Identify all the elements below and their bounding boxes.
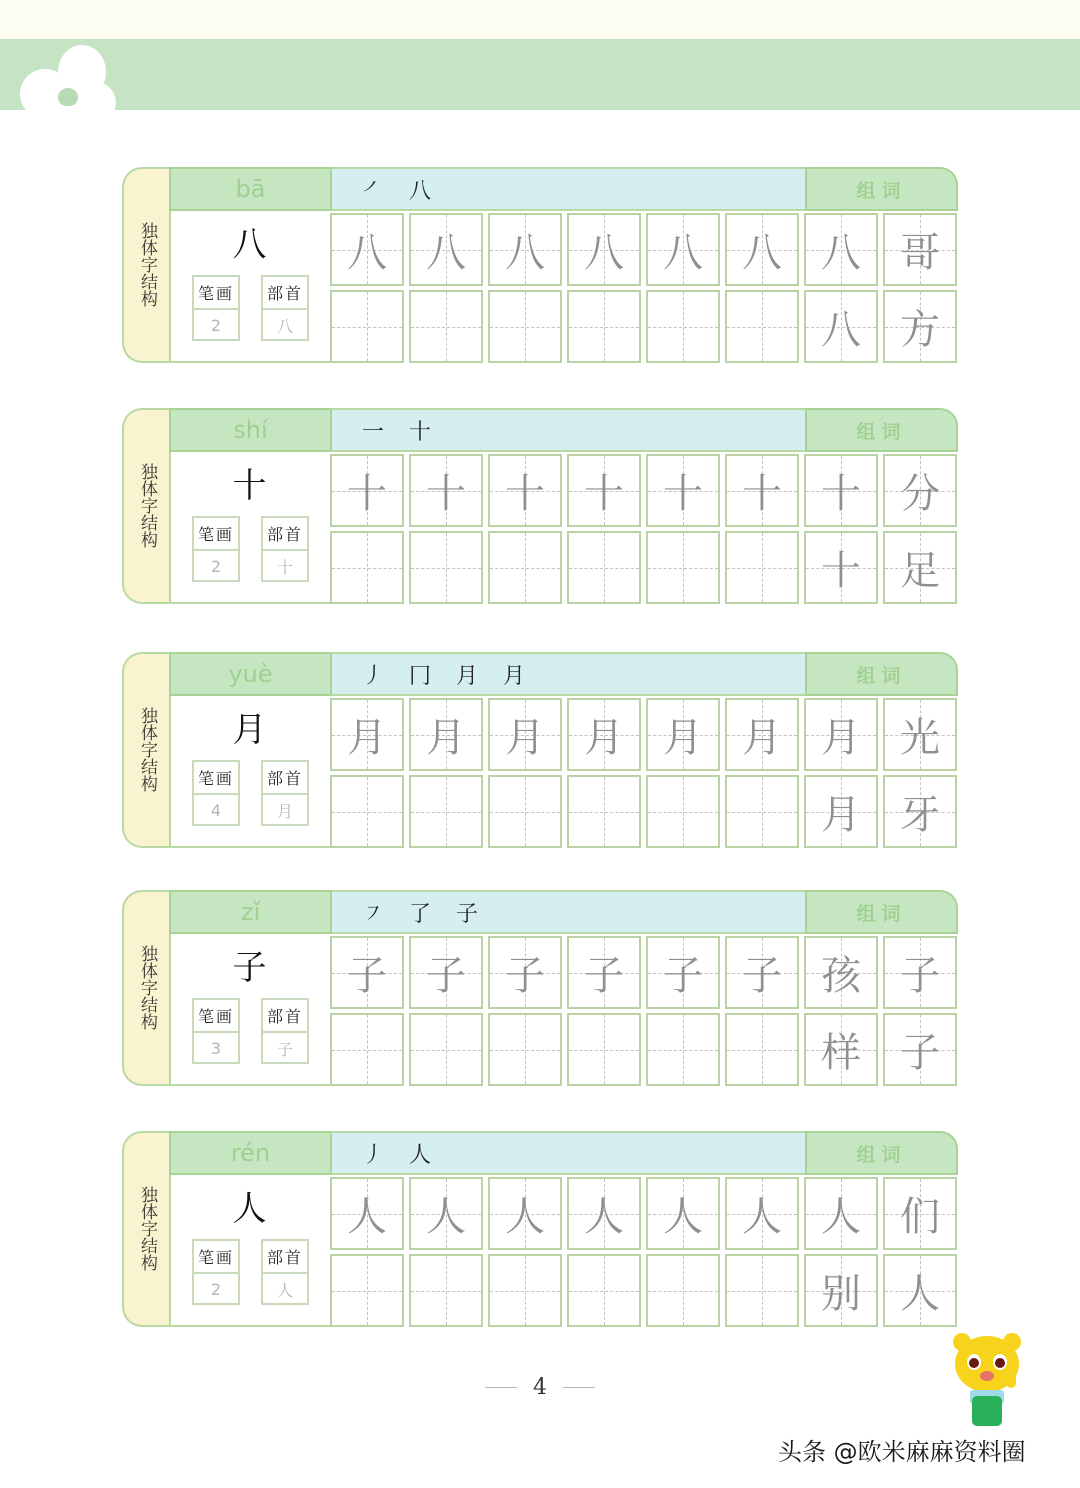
trace-character xyxy=(490,533,560,602)
practice-cell[interactable] xyxy=(567,698,641,771)
practice-cell[interactable] xyxy=(804,698,878,771)
radical-box xyxy=(261,1239,309,1305)
trace-character xyxy=(332,777,402,846)
trace-character: 八 xyxy=(742,230,782,276)
trace-character xyxy=(490,292,560,361)
stroke-count-value: 3 xyxy=(210,1038,222,1058)
word-cell[interactable] xyxy=(883,454,957,527)
practice-cell[interactable] xyxy=(725,290,799,363)
stroke-order: ㇇ 了 子 xyxy=(330,890,805,934)
practice-cell[interactable] xyxy=(488,1254,562,1327)
stroke-order: 一 十 xyxy=(330,408,805,452)
practice-cell[interactable] xyxy=(725,454,799,527)
trace-character: 十 xyxy=(821,471,861,517)
trace-character: 八 xyxy=(426,230,466,276)
trace-character xyxy=(648,777,718,846)
structure-label: 独体字结构 xyxy=(137,706,157,792)
trace-character: 子 xyxy=(505,953,545,999)
practice-cell[interactable] xyxy=(409,213,483,286)
trace-character: 八 xyxy=(584,230,624,276)
words-header: 组词 xyxy=(805,408,958,452)
trace-character: 月 xyxy=(742,715,782,761)
trace-character xyxy=(332,533,402,602)
radical-label: 部首 xyxy=(263,518,307,551)
practice-cell[interactable] xyxy=(646,213,720,286)
trace-character xyxy=(332,1256,402,1325)
trace-character xyxy=(490,1256,560,1325)
trace-character: 牙 xyxy=(900,792,940,838)
words-header: 组词 xyxy=(805,1131,958,1175)
radical-value: 十 xyxy=(276,557,293,577)
practice-cell[interactable] xyxy=(567,213,641,286)
word-cell[interactable] xyxy=(883,1177,957,1250)
trace-character: 样 xyxy=(821,1030,861,1076)
practice-cell[interactable] xyxy=(725,775,799,848)
word-cell[interactable] xyxy=(883,213,957,286)
practice-cell[interactable] xyxy=(567,531,641,604)
trace-character: 十 xyxy=(584,471,624,517)
practice-cell[interactable] xyxy=(567,1013,641,1086)
practice-cell[interactable] xyxy=(804,775,878,848)
radical-box xyxy=(261,760,309,826)
practice-cell[interactable] xyxy=(646,698,720,771)
structure-label-panel xyxy=(122,167,170,363)
trace-character: 十 xyxy=(821,548,861,594)
trace-character: 人 xyxy=(821,1194,861,1240)
practice-cell[interactable] xyxy=(330,775,404,848)
bear-mascot-icon xyxy=(950,1332,1025,1432)
structure-label-panel xyxy=(122,1131,170,1327)
words-header: 组词 xyxy=(805,167,958,211)
pinyin: bā xyxy=(169,167,330,211)
trace-character: 子 xyxy=(663,953,703,999)
practice-cell[interactable] xyxy=(646,531,720,604)
trace-character xyxy=(648,1015,718,1084)
radical-value: 八 xyxy=(276,316,293,336)
character-info-panel xyxy=(169,211,330,363)
trace-character: 月 xyxy=(663,715,703,761)
word-cell[interactable] xyxy=(883,775,957,848)
stroke-count-value: 4 xyxy=(210,800,222,820)
trace-character: 月 xyxy=(347,715,387,761)
practice-cell[interactable] xyxy=(804,1177,878,1250)
trace-character: 子 xyxy=(347,953,387,999)
writing-grid xyxy=(330,934,958,1086)
practice-cell[interactable] xyxy=(409,290,483,363)
radical-box xyxy=(261,516,309,582)
trace-character xyxy=(332,292,402,361)
practice-cell[interactable] xyxy=(804,454,878,527)
practice-cell[interactable] xyxy=(567,290,641,363)
stroke-count-box xyxy=(192,760,240,826)
trace-character xyxy=(411,777,481,846)
trace-character xyxy=(569,533,639,602)
practice-cell[interactable] xyxy=(488,698,562,771)
practice-cell[interactable] xyxy=(409,1254,483,1327)
practice-cell[interactable] xyxy=(725,698,799,771)
practice-cell[interactable] xyxy=(646,936,720,1009)
writing-grid xyxy=(330,696,958,848)
stroke-count-label: 笔画 xyxy=(194,1000,238,1033)
character-card xyxy=(122,167,958,363)
practice-cell[interactable] xyxy=(409,1013,483,1086)
main-character: 月 xyxy=(232,710,267,750)
practice-cell[interactable] xyxy=(330,1013,404,1086)
header-green-band xyxy=(0,39,1080,110)
trace-character xyxy=(648,292,718,361)
trace-character: 人 xyxy=(663,1194,703,1240)
practice-cell[interactable] xyxy=(409,775,483,848)
word-cell[interactable] xyxy=(883,1254,957,1327)
character-info-panel xyxy=(169,1175,330,1327)
structure-label: 独体字结构 xyxy=(137,944,157,1030)
practice-cell[interactable] xyxy=(646,1177,720,1250)
practice-cell[interactable] xyxy=(804,1013,878,1086)
practice-cell[interactable] xyxy=(725,936,799,1009)
structure-label-panel xyxy=(122,652,170,848)
radical-label: 部首 xyxy=(263,762,307,795)
practice-cell[interactable] xyxy=(330,454,404,527)
stroke-count-label: 笔画 xyxy=(194,518,238,551)
trace-character xyxy=(332,1015,402,1084)
trace-character: 八 xyxy=(505,230,545,276)
practice-cell[interactable] xyxy=(409,531,483,604)
trace-character: 月 xyxy=(584,715,624,761)
practice-cell[interactable] xyxy=(646,290,720,363)
radical-value: 月 xyxy=(276,801,293,821)
character-card xyxy=(122,652,958,848)
stroke-count-box xyxy=(192,275,240,341)
stroke-count-value: 2 xyxy=(210,1279,222,1299)
character-info-panel xyxy=(169,696,330,848)
structure-label: 独体字结构 xyxy=(137,462,157,548)
radical-box xyxy=(261,275,309,341)
trace-character: 月 xyxy=(821,715,861,761)
trace-character: 八 xyxy=(347,230,387,276)
trace-character: 八 xyxy=(663,230,703,276)
trace-character: 十 xyxy=(742,471,782,517)
trace-character: 子 xyxy=(426,953,466,999)
trace-character: 哥 xyxy=(900,230,940,276)
word-cell[interactable] xyxy=(883,936,957,1009)
stroke-count-value: 2 xyxy=(210,556,222,576)
main-character: 人 xyxy=(232,1189,267,1229)
trace-character: 别 xyxy=(821,1271,861,1317)
radical-label: 部首 xyxy=(263,277,307,310)
practice-cell[interactable] xyxy=(804,936,878,1009)
radical-label: 部首 xyxy=(263,1000,307,1033)
page-number-text: 4 xyxy=(533,1374,547,1400)
trace-character: 光 xyxy=(900,715,940,761)
trace-character: 月 xyxy=(821,792,861,838)
practice-cell[interactable] xyxy=(725,531,799,604)
practice-cell[interactable] xyxy=(409,454,483,527)
practice-cell[interactable] xyxy=(330,290,404,363)
stroke-count-label: 笔画 xyxy=(194,762,238,795)
practice-cell[interactable] xyxy=(567,1254,641,1327)
practice-cell[interactable] xyxy=(488,775,562,848)
trace-character xyxy=(490,1015,560,1084)
practice-cell[interactable] xyxy=(725,1254,799,1327)
practice-cell[interactable] xyxy=(725,213,799,286)
practice-cell[interactable] xyxy=(725,1177,799,1250)
practice-cell[interactable] xyxy=(804,1254,878,1327)
writing-grid xyxy=(330,452,958,604)
stroke-count-value: 2 xyxy=(210,315,222,335)
character-card xyxy=(122,890,958,1086)
practice-cell[interactable] xyxy=(409,936,483,1009)
divider xyxy=(485,1387,517,1388)
trace-character: 子 xyxy=(900,1030,940,1076)
practice-cell[interactable] xyxy=(804,531,878,604)
trace-character: 人 xyxy=(900,1271,940,1317)
character-card xyxy=(122,408,958,604)
stroke-order: 丿 冂 月 月 xyxy=(330,652,805,696)
word-cell[interactable] xyxy=(883,531,957,604)
character-info-panel xyxy=(169,934,330,1086)
word-cell[interactable] xyxy=(883,698,957,771)
trace-character: 方 xyxy=(900,307,940,353)
practice-cell[interactable] xyxy=(330,936,404,1009)
trace-character: 八 xyxy=(821,230,861,276)
trace-character: 月 xyxy=(505,715,545,761)
main-character: 子 xyxy=(232,948,267,988)
trace-character xyxy=(569,1256,639,1325)
practice-cell[interactable] xyxy=(409,1177,483,1250)
structure-label: 独体字结构 xyxy=(137,1185,157,1271)
radical-box xyxy=(261,998,309,1064)
practice-cell[interactable] xyxy=(567,454,641,527)
trace-character: 人 xyxy=(742,1194,782,1240)
practice-cell[interactable] xyxy=(330,213,404,286)
watermark-text: 头条 @欧米麻麻资料圈 xyxy=(778,1438,1026,1466)
trace-character xyxy=(411,292,481,361)
trace-character: 月 xyxy=(426,715,466,761)
trace-character: 人 xyxy=(584,1194,624,1240)
stroke-order: ㇒ 八 xyxy=(330,167,805,211)
practice-cell[interactable] xyxy=(646,454,720,527)
trace-character: 子 xyxy=(584,953,624,999)
practice-cell[interactable] xyxy=(567,775,641,848)
practice-cell[interactable] xyxy=(488,454,562,527)
trace-character xyxy=(727,1015,797,1084)
word-cell[interactable] xyxy=(883,290,957,363)
pinyin: yuè xyxy=(169,652,330,696)
trace-character: 足 xyxy=(900,548,940,594)
practice-cell[interactable] xyxy=(488,1177,562,1250)
trace-character xyxy=(569,292,639,361)
radical-value: 子 xyxy=(276,1039,293,1059)
practice-cell[interactable] xyxy=(646,1013,720,1086)
trace-character xyxy=(411,1015,481,1084)
stroke-count-box xyxy=(192,998,240,1064)
top-cream-band xyxy=(0,0,1080,39)
practice-cell[interactable] xyxy=(567,1177,641,1250)
word-cell[interactable] xyxy=(883,1013,957,1086)
practice-cell[interactable] xyxy=(488,531,562,604)
practice-cell[interactable] xyxy=(488,936,562,1009)
trace-character xyxy=(648,1256,718,1325)
words-header: 组词 xyxy=(805,652,958,696)
trace-character xyxy=(569,1015,639,1084)
practice-cell[interactable] xyxy=(409,698,483,771)
trace-character xyxy=(411,1256,481,1325)
trace-character xyxy=(490,777,560,846)
cloud-decoration-icon xyxy=(0,39,130,110)
main-character: 八 xyxy=(232,225,267,265)
trace-character: 们 xyxy=(900,1194,940,1240)
trace-character: 分 xyxy=(900,471,940,517)
writing-grid xyxy=(330,1175,958,1327)
trace-character: 十 xyxy=(426,471,466,517)
stroke-count-box xyxy=(192,516,240,582)
practice-cell[interactable] xyxy=(488,290,562,363)
page-number xyxy=(470,1372,610,1402)
practice-cell[interactable] xyxy=(330,531,404,604)
pinyin: rén xyxy=(169,1131,330,1175)
trace-character: 子 xyxy=(742,953,782,999)
practice-cell[interactable] xyxy=(330,698,404,771)
practice-cell[interactable] xyxy=(804,213,878,286)
trace-character: 十 xyxy=(505,471,545,517)
practice-cell[interactable] xyxy=(646,775,720,848)
radical-value: 人 xyxy=(276,1280,293,1300)
practice-cell[interactable] xyxy=(330,1254,404,1327)
character-card xyxy=(122,1131,958,1327)
divider xyxy=(563,1387,595,1388)
trace-character: 孩 xyxy=(821,953,861,999)
trace-character: 十 xyxy=(663,471,703,517)
practice-cell[interactable] xyxy=(646,1254,720,1327)
trace-character: 十 xyxy=(347,471,387,517)
main-character: 十 xyxy=(232,466,267,506)
stroke-count-label: 笔画 xyxy=(194,1241,238,1274)
stroke-order: 丿 人 xyxy=(330,1131,805,1175)
practice-cell[interactable] xyxy=(488,1013,562,1086)
trace-character xyxy=(569,777,639,846)
practice-cell[interactable] xyxy=(567,936,641,1009)
character-info-panel xyxy=(169,452,330,604)
practice-cell[interactable] xyxy=(804,290,878,363)
trace-character: 人 xyxy=(426,1194,466,1240)
pinyin: zǐ xyxy=(169,890,330,934)
trace-character xyxy=(727,292,797,361)
practice-cell[interactable] xyxy=(725,1013,799,1086)
stroke-count-box xyxy=(192,1239,240,1305)
practice-cell[interactable] xyxy=(330,1177,404,1250)
structure-label: 独体字结构 xyxy=(137,221,157,307)
trace-character xyxy=(727,1256,797,1325)
trace-character xyxy=(411,533,481,602)
radical-label: 部首 xyxy=(263,1241,307,1274)
stroke-count-label: 笔画 xyxy=(194,277,238,310)
trace-character xyxy=(727,777,797,846)
practice-cell[interactable] xyxy=(488,213,562,286)
trace-character: 八 xyxy=(821,307,861,353)
trace-character: 子 xyxy=(900,953,940,999)
writing-grid xyxy=(330,211,958,363)
trace-character xyxy=(648,533,718,602)
structure-label-panel xyxy=(122,890,170,1086)
words-header: 组词 xyxy=(805,890,958,934)
trace-character: 人 xyxy=(505,1194,545,1240)
trace-character xyxy=(727,533,797,602)
structure-label-panel xyxy=(122,408,170,604)
pinyin: shí xyxy=(169,408,330,452)
trace-character: 人 xyxy=(347,1194,387,1240)
